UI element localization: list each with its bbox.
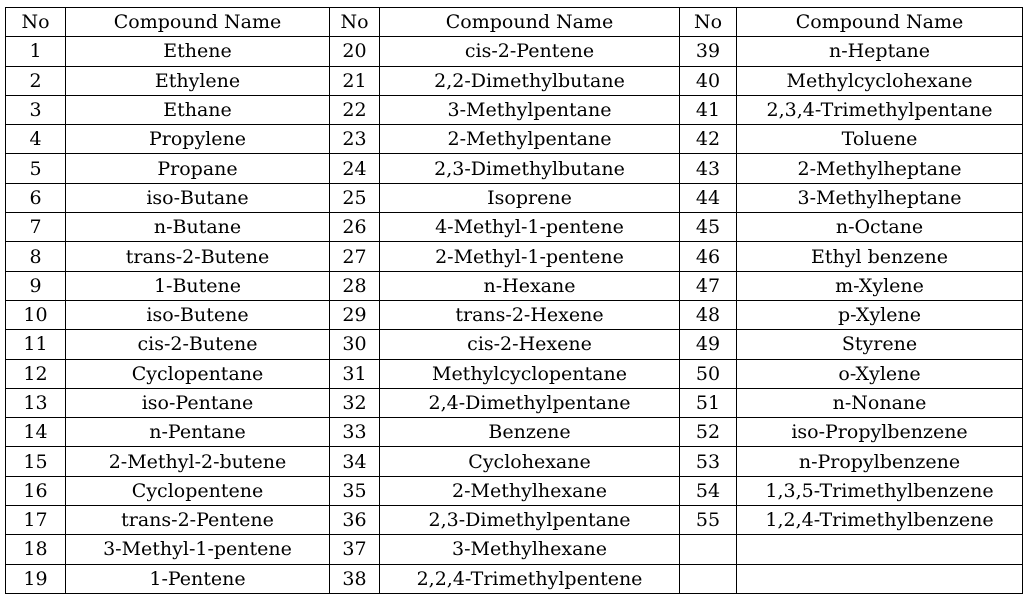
cell-compound-name: Cyclopentane: [66, 359, 330, 388]
cell-no: 6: [6, 183, 66, 212]
cell-no: 41: [680, 95, 737, 124]
cell-compound-name: iso-Propylbenzene: [737, 418, 1023, 447]
cell-no: 50: [680, 359, 737, 388]
cell-compound-name: 3-Methylheptane: [737, 183, 1023, 212]
cell-compound-name: n-Propylbenzene: [737, 447, 1023, 476]
cell-compound-name: n-Butane: [66, 213, 330, 242]
cell-compound-name: n-Octane: [737, 213, 1023, 242]
cell-no: 30: [330, 330, 380, 359]
cell-compound-name: 3-Methylpentane: [380, 95, 680, 124]
cell-compound-name: trans-2-Butene: [66, 242, 330, 271]
cell-compound-name: 1-Butene: [66, 271, 330, 300]
table-row: [6, 66, 1023, 95]
cell-no: 51: [680, 388, 737, 417]
cell-compound-name: Isoprene: [380, 183, 680, 212]
cell-no: 36: [330, 506, 380, 535]
cell-no: 28: [330, 271, 380, 300]
table-row: [6, 271, 1023, 300]
cell-compound-name: iso-Butene: [66, 300, 330, 329]
cell-no: 47: [680, 271, 737, 300]
cell-compound-name: Ethyl benzene: [737, 242, 1023, 271]
cell-no: 49: [680, 330, 737, 359]
cell-no: 4: [6, 125, 66, 154]
cell-no: 35: [330, 476, 380, 505]
cell-no: 11: [6, 330, 66, 359]
cell-compound-name: 2,2-Dimethylbutane: [380, 66, 680, 95]
cell-no: 33: [330, 418, 380, 447]
cell-no: 3: [6, 95, 66, 124]
cell-no: 31: [330, 359, 380, 388]
header-cell-compound-name: Compound Name: [66, 8, 330, 37]
cell-no: 52: [680, 418, 737, 447]
cell-compound-name: Propylene: [66, 125, 330, 154]
cell-no: 32: [330, 388, 380, 417]
table-row: [6, 506, 1023, 535]
cell-compound-name: p-Xylene: [737, 300, 1023, 329]
table-row: [6, 418, 1023, 447]
cell-no: 20: [330, 37, 380, 66]
cell-compound-name: 2,3-Dimethylbutane: [380, 154, 680, 183]
cell-compound-name: 2,3,4-Trimethylpentane: [737, 95, 1023, 124]
cell-compound-name: 2-Methyl-1-pentene: [380, 242, 680, 271]
cell-compound-name: n-Pentane: [66, 418, 330, 447]
cell-compound-name: 1,2,4-Trimethylbenzene: [737, 506, 1023, 535]
cell-compound-name: 2,4-Dimethylpentane: [380, 388, 680, 417]
cell-compound-name: n-Nonane: [737, 388, 1023, 417]
cell-no: 10: [6, 300, 66, 329]
cell-compound-name: iso-Pentane: [66, 388, 330, 417]
table-row: [6, 300, 1023, 329]
cell-compound-name: Ethene: [66, 37, 330, 66]
table-row: [6, 213, 1023, 242]
table-row: [6, 476, 1023, 505]
cell-compound-name: trans-2-Hexene: [380, 300, 680, 329]
cell-compound-name: 2,2,4-Trimethylpentene: [380, 564, 680, 593]
table-row: [6, 183, 1023, 212]
cell-compound-name: cis-2-Pentene: [380, 37, 680, 66]
table-row: [6, 330, 1023, 359]
cell-no: 13: [6, 388, 66, 417]
cell-compound-name: Cyclopentene: [66, 476, 330, 505]
table-row: [6, 37, 1023, 66]
cell-compound-name: 2-Methylheptane: [737, 154, 1023, 183]
cell-compound-name: cis-2-Butene: [66, 330, 330, 359]
cell-no: 22: [330, 95, 380, 124]
cell-compound-name: 2-Methylhexane: [380, 476, 680, 505]
cell-no: 25: [330, 183, 380, 212]
cell-no: 21: [330, 66, 380, 95]
cell-no: 7: [6, 213, 66, 242]
cell-no: 17: [6, 506, 66, 535]
cell-compound-name: n-Heptane: [737, 37, 1023, 66]
cell-compound-name: o-Xylene: [737, 359, 1023, 388]
cell-no: 18: [6, 535, 66, 564]
cell-no: 42: [680, 125, 737, 154]
table-row: [6, 388, 1023, 417]
cell-compound-name: trans-2-Pentene: [66, 506, 330, 535]
cell-compound-name: Styrene: [737, 330, 1023, 359]
cell-no: 8: [6, 242, 66, 271]
cell-no: 15: [6, 447, 66, 476]
table-row: [6, 242, 1023, 271]
cell-no: 43: [680, 154, 737, 183]
cell-no: 26: [330, 213, 380, 242]
cell-compound-name: m-Xylene: [737, 271, 1023, 300]
cell-no: 27: [330, 242, 380, 271]
cell-compound-name: 2,3-Dimethylpentane: [380, 506, 680, 535]
cell-no: 44: [680, 183, 737, 212]
cell-compound-name: 2-Methyl-2-butene: [66, 447, 330, 476]
table-row: [6, 564, 1023, 593]
cell-compound-name: Propane: [66, 154, 330, 183]
cell-no: 5: [6, 154, 66, 183]
cell-no: 53: [680, 447, 737, 476]
cell-compound-name: Benzene: [380, 418, 680, 447]
cell-compound-name: 3-Methyl-1-pentene: [66, 535, 330, 564]
cell-no: 12: [6, 359, 66, 388]
cell-compound-name: 1-Pentene: [66, 564, 330, 593]
cell-no: 29: [330, 300, 380, 329]
cell-no: 16: [6, 476, 66, 505]
compound-table: [5, 7, 1023, 594]
cell-no: 24: [330, 154, 380, 183]
cell-compound-name: 4-Methyl-1-pentene: [380, 213, 680, 242]
table-row: [6, 154, 1023, 183]
cell-no: 14: [6, 418, 66, 447]
table-row: [6, 125, 1023, 154]
cell-no: 46: [680, 242, 737, 271]
header-cell-compound-name: Compound Name: [737, 8, 1023, 37]
cell-compound-name: Methylcyclopentane: [380, 359, 680, 388]
cell-no: 19: [6, 564, 66, 593]
cell-compound-name: 1,3,5-Trimethylbenzene: [737, 476, 1023, 505]
cell-compound-name: Cyclohexane: [380, 447, 680, 476]
cell-no: 40: [680, 66, 737, 95]
cell-compound-name: Methylcyclohexane: [737, 66, 1023, 95]
cell-no: [680, 535, 737, 564]
header-cell-no: No: [680, 8, 737, 37]
header-cell-no: No: [330, 8, 380, 37]
cell-no: 2: [6, 66, 66, 95]
cell-no: 34: [330, 447, 380, 476]
cell-compound-name: cis-2-Hexene: [380, 330, 680, 359]
cell-compound-name: 2-Methylpentane: [380, 125, 680, 154]
table-row: [6, 359, 1023, 388]
cell-no: 45: [680, 213, 737, 242]
cell-no: 48: [680, 300, 737, 329]
cell-compound-name: 3-Methylhexane: [380, 535, 680, 564]
cell-no: 39: [680, 37, 737, 66]
header-cell-no: No: [6, 8, 66, 37]
table-header: [6, 8, 1023, 37]
cell-no: 9: [6, 271, 66, 300]
cell-no: 54: [680, 476, 737, 505]
header-row: [6, 8, 1023, 37]
table-row: [6, 95, 1023, 124]
cell-no: 38: [330, 564, 380, 593]
cell-compound-name: Ethane: [66, 95, 330, 124]
cell-no: 23: [330, 125, 380, 154]
table-body: [6, 37, 1023, 594]
cell-no: 55: [680, 506, 737, 535]
cell-compound-name: Toluene: [737, 125, 1023, 154]
cell-no: [680, 564, 737, 593]
cell-compound-name: iso-Butane: [66, 183, 330, 212]
header-cell-compound-name: Compound Name: [380, 8, 680, 37]
cell-compound-name: [737, 564, 1023, 593]
cell-no: 1: [6, 37, 66, 66]
cell-compound-name: [737, 535, 1023, 564]
table-row: [6, 535, 1023, 564]
table-row: [6, 447, 1023, 476]
cell-no: 37: [330, 535, 380, 564]
cell-compound-name: Ethylene: [66, 66, 330, 95]
cell-compound-name: n-Hexane: [380, 271, 680, 300]
